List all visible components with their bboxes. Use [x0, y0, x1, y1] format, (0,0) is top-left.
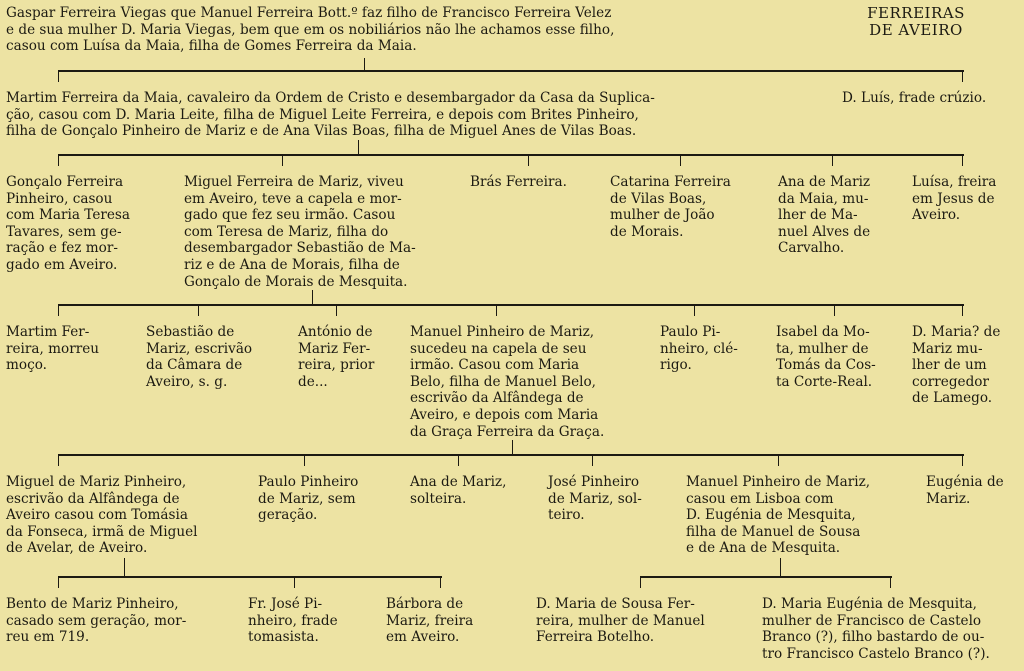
connector-tick [832, 154, 833, 166]
connector-tick [440, 576, 441, 588]
connector-stem [512, 440, 513, 454]
person-ana-de-mariz-solteira: Ana de Mariz, solteira. [410, 474, 507, 507]
connector-tick [58, 576, 59, 588]
person-d-maria-eugenia-de-mesquita: D. Maria Eugénia de Mesquita, mulher de Francisco de Castelo Branco (?), filho bastardo de ou- tro Francisco Castelo Branco (?). [762, 596, 990, 662]
connector-bar-gen5b [640, 576, 892, 578]
connector-tick [496, 304, 497, 316]
connector-tick [890, 576, 891, 588]
connector-tick [58, 304, 59, 316]
person-bento-de-mariz-pinheiro: Bento de Mariz Pinheiro, casado sem geração, mor- reu em 719. [6, 596, 187, 646]
family-title: FERREIRAS DE AVEIRO [867, 4, 965, 39]
person-d-maria-de-mariz: D. Maria? de Mariz mu- lher de um corregedor de Lamego. [912, 324, 1001, 407]
connector-tick [198, 304, 199, 316]
intro-text: Gaspar Ferreira Viegas que Manuel Ferreira Bott.º faz filho de Francisco Ferreira Velez e de sua mulher D. Maria Viegas, bem que em os nobiliários não lhe achamos esse filho, casou com Luísa da Maia, filha de Gomes Ferreira da Maia. [6, 5, 615, 55]
connector-tick [282, 154, 283, 166]
connector-tick [592, 454, 593, 466]
connector-tick [962, 454, 963, 466]
person-miguel-de-mariz-pinheiro: Miguel de Mariz Pinheiro, escrivão da Alfândega de Aveiro casou com Tomásia da Fonseca, irmã de Miguel de Avelar, de Aveiro. [6, 474, 198, 557]
connector-bar-gen1 [58, 70, 964, 72]
person-manuel-pinheiro-de-mariz: Manuel Pinheiro de Mariz, sucedeu na capela de seu irmão. Casou com Maria Belo, filha de Manuel Belo, escrivão da Alfândega de Aveiro, e depois com Maria da Graça Ferreira da Graça. [410, 324, 605, 440]
connector-tick [304, 454, 305, 466]
person-miguel-ferreira-de-mariz: Miguel Ferreira de Mariz, viveu em Aveiro, teve a capela e mor- gado que fez seu irmão. Casou com Teresa de Mariz, filha do desembargador Sebastião de Ma- riz e de Ana de Morais, filha de Gonçalo de Morais de Mesquita. [184, 174, 416, 290]
connector-bar-gen5a [58, 576, 442, 578]
person-d-maria-de-sousa-ferreira: D. Maria de Sousa Fer- reira, mulher de Manuel Ferreira Botelho. [536, 596, 705, 646]
person-luisa-freira: Luísa, freira em Jesus de Aveiro. [912, 174, 997, 224]
connector-stem [358, 140, 359, 154]
person-martim-ferreira-moco: Martim Fer- reira, morreu moço. [6, 324, 100, 374]
connector-tick [962, 70, 963, 82]
person-barbora-de-mariz: Bárbora de Mariz, freira em Aveiro. [386, 596, 474, 646]
person-paulo-pinheiro-clerigo: Paulo Pi- nheiro, clé- rigo. [660, 324, 738, 374]
person-d-luis: D. Luís, frade crúzio. [842, 90, 987, 106]
person-antonio-de-mariz-ferreira: António de Mariz Fer- reira, prior de... [298, 324, 375, 390]
person-ana-de-mariz-da-maia: Ana de Mariz da Maia, mu- lher de Ma- nuel Alves de Carvalho. [778, 174, 871, 257]
connector-tick [294, 576, 295, 588]
person-bras-ferreira: Brás Ferreira. [470, 174, 567, 190]
connector-tick [528, 154, 529, 166]
person-fr-jose-pinheiro: Fr. José Pi- nheiro, frade tomasista. [248, 596, 338, 646]
connector-tick [694, 304, 695, 316]
connector-tick [458, 454, 459, 466]
person-paulo-pinheiro-de-mariz: Paulo Pinheiro de Mariz, sem geração. [258, 474, 359, 524]
connector-tick [834, 304, 835, 316]
connector-tick [962, 154, 963, 166]
connector-bar-gen2 [58, 154, 964, 156]
person-sebastiao-de-mariz: Sebastião de Mariz, escrivão da Câmara de Aveiro, s. g. [146, 324, 253, 390]
connector-tick [640, 576, 641, 588]
connector-stem [364, 58, 365, 70]
connector-tick [680, 154, 681, 166]
person-catarina-ferreira-de-vilas-boas: Catarina Ferreira de Vilas Boas, mulher de João de Morais. [610, 174, 731, 240]
connector-tick [58, 454, 59, 466]
connector-tick [962, 304, 963, 316]
connector-stem [124, 558, 125, 576]
connector-tick [58, 70, 59, 82]
person-manuel-pinheiro-de-mariz-lisboa: Manuel Pinheiro de Mariz, casou em Lisboa com D. Eugénia de Mesquita, filha de Manuel de Sousa e de Ana de Mesquita. [686, 474, 871, 557]
connector-tick [58, 154, 59, 166]
connector-bar-gen3 [58, 304, 964, 306]
connector-bar-gen4 [58, 454, 964, 456]
connector-stem [780, 558, 781, 576]
connector-stem [312, 290, 313, 304]
person-isabel-da-mota: Isabel da Mo- ta, mulher de Tomás da Cos- ta Corte-Real. [776, 324, 876, 390]
connector-tick [778, 454, 779, 466]
person-goncalo-ferreira-pinheiro: Gonçalo Ferreira Pinheiro, casou com Maria Teresa Tavares, sem ge- ração e fez mor- gado em Aveiro. [6, 174, 130, 273]
person-jose-pinheiro-de-mariz: José Pinheiro de Mariz, sol- teiro. [548, 474, 642, 524]
person-martim-ferreira-da-maia: Martim Ferreira da Maia, cavaleiro da Ordem de Cristo e desembargador da Casa da Suplica- ção, casou com D. Maria Leite, filha de Miguel Leite Ferreira, e depois com Brites Pinheiro, filha de Gonçalo Pinheiro de Mariz e de Ana Vilas Boas, filha de Miguel Anes de Vilas Boas. [6, 90, 655, 140]
connector-tick [336, 304, 337, 316]
person-eugenia-de-mariz: Eugénia de Mariz. [926, 474, 1004, 507]
